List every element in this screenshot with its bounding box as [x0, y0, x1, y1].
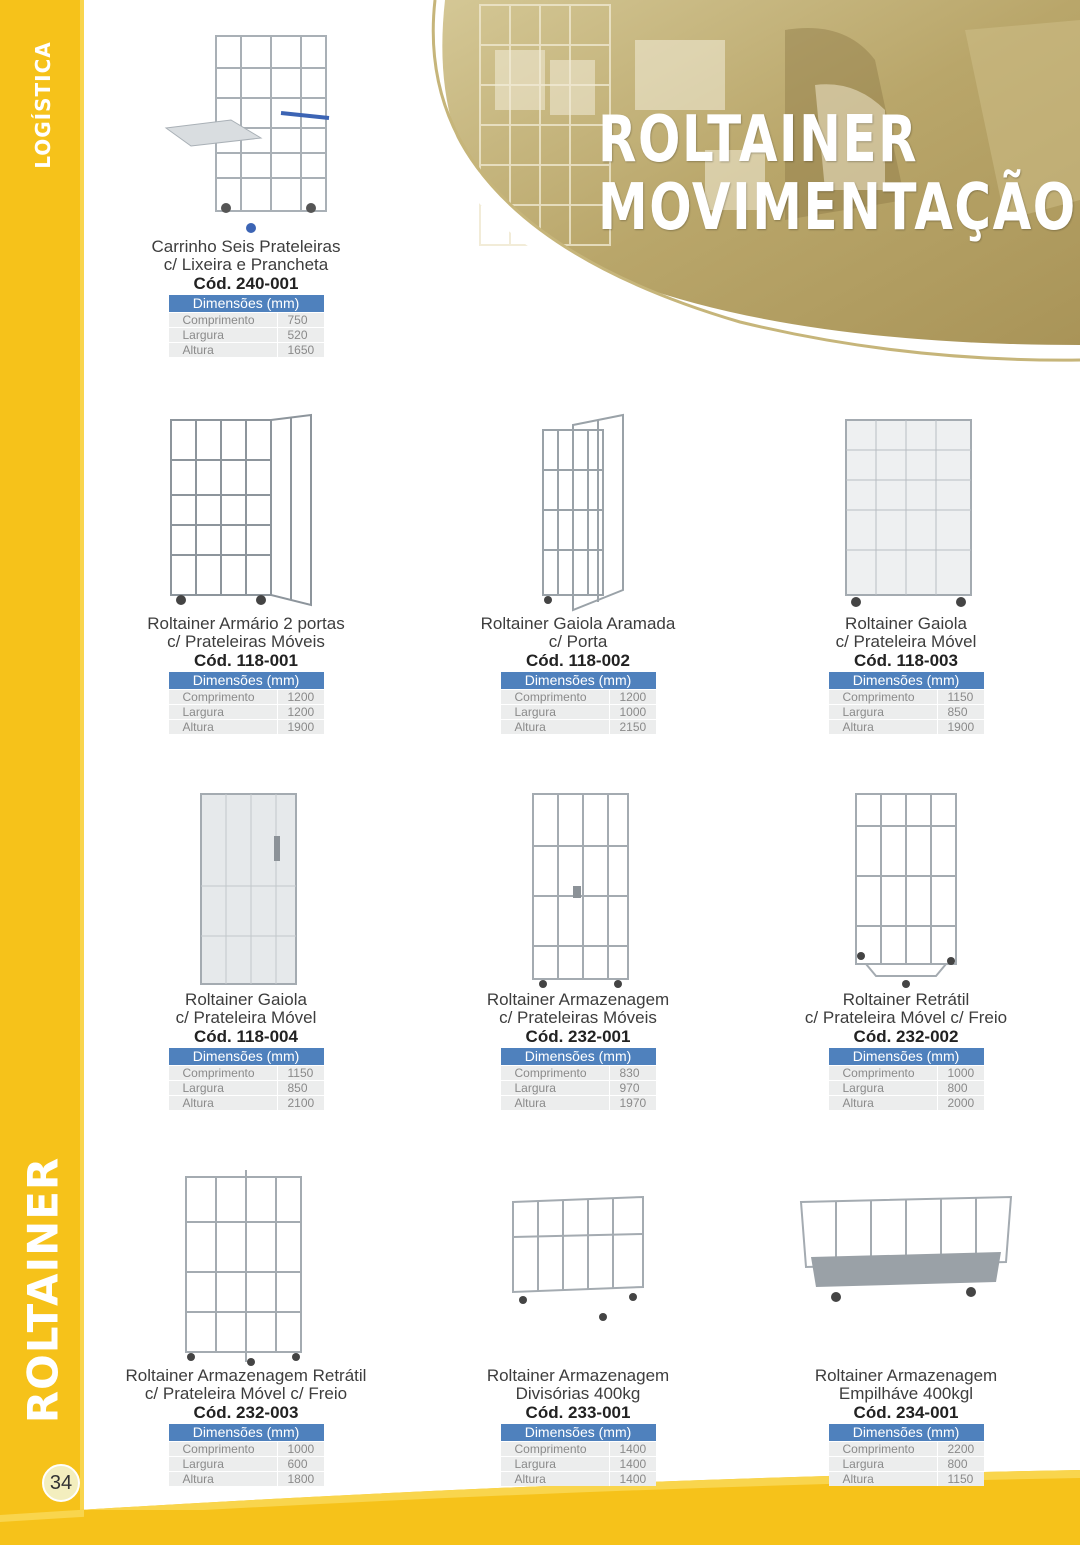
table-row: Largura 850: [829, 704, 984, 719]
table-row: Altura 1900: [829, 719, 984, 734]
product-name: Carrinho Seis Prateleiras: [151, 237, 341, 256]
dimensions-table: [501, 1048, 656, 1110]
product-image: [503, 1162, 653, 1367]
product-name: Roltainer Armazenagem: [486, 990, 670, 1009]
product-name: Roltainer Gaiola: [185, 990, 307, 1009]
table-row: Comprimento 1150: [829, 689, 984, 704]
table-row: Comprimento 830: [501, 1065, 656, 1080]
product-subtitle: Divisórias 400kg: [515, 1384, 641, 1403]
product-subtitle: c/ Porta: [548, 632, 608, 651]
product-card[interactable]: [418, 1162, 738, 1486]
dimensions-header: Dimensões (mm): [169, 1424, 324, 1441]
table-row: Largura 800: [829, 1456, 984, 1471]
table-row: Comprimento 1000: [169, 1441, 324, 1456]
product-subtitle: c/ Prateleira Móvel: [835, 632, 977, 651]
product-code: Cód. 233-001: [525, 1403, 631, 1422]
dimensions-table: [169, 1048, 324, 1110]
product-name: Roltainer Armazenagem: [814, 1366, 998, 1385]
table-row: Comprimento 750: [169, 312, 324, 327]
product-image: [161, 28, 331, 238]
dimensions-table: [829, 1424, 984, 1486]
product-card[interactable]: [418, 786, 738, 1110]
product-name: Roltainer Gaiola Aramada: [480, 614, 676, 633]
side-band-edge: [80, 0, 84, 1545]
product-image: [518, 410, 638, 615]
dimensions-header: Dimensões (mm): [169, 1048, 324, 1065]
table-row: Largura 970: [501, 1080, 656, 1095]
product-card[interactable]: [746, 1162, 1066, 1486]
dimensions-header: Dimensões (mm): [829, 1048, 984, 1065]
product-subtitle: c/ Prateleira Móvel c/ Freio: [804, 1008, 1008, 1027]
table-row: Altura 1400: [501, 1471, 656, 1486]
product-image: [846, 786, 966, 991]
product-code: Cód. 232-002: [853, 1027, 959, 1046]
dimensions-header: Dimensões (mm): [829, 672, 984, 689]
product-code: Cód. 234-001: [853, 1403, 959, 1422]
product-subtitle: c/ Prateleira Móvel c/ Freio: [144, 1384, 348, 1403]
product-code: Cód. 232-003: [193, 1403, 299, 1422]
side-section-label: LOGÍSTICA: [31, 41, 55, 169]
dimensions-header: Dimensões (mm): [501, 672, 656, 689]
product-subtitle: c/ Lixeira e Prancheta: [163, 255, 329, 274]
dimensions-table: [501, 1424, 656, 1486]
product-code: Cód. 118-004: [194, 1027, 298, 1046]
dimensions-header: Dimensões (mm): [501, 1048, 656, 1065]
product-image: [186, 786, 306, 991]
product-image: [796, 1162, 1016, 1367]
product-code: Cód. 240-001: [193, 274, 299, 293]
product-subtitle: Empilháve 400kgl: [838, 1384, 974, 1403]
page-number: 34: [42, 1464, 80, 1502]
product-code: Cód. 118-002: [526, 651, 630, 670]
table-row: Largura 1000: [501, 704, 656, 719]
table-row: Altura 1970: [501, 1095, 656, 1110]
product-subtitle: c/ Prateleiras Móveis: [167, 632, 325, 651]
product-card[interactable]: [418, 410, 738, 734]
product-name: Roltainer Retrátil: [842, 990, 970, 1009]
table-row: Altura 2000: [829, 1095, 984, 1110]
table-row: Altura 1150: [829, 1471, 984, 1486]
product-card[interactable]: [86, 28, 406, 357]
product-code: Cód. 232-001: [525, 1027, 631, 1046]
dimensions-table: [501, 672, 656, 734]
header-title: ROLTAINER MOVIMENTAÇÃO: [598, 103, 1077, 245]
dimensions-table: [169, 1424, 324, 1486]
dimensions-table: [169, 295, 324, 357]
table-row: Largura 850: [169, 1080, 324, 1095]
product-name: Roltainer Armazenagem Retrátil: [125, 1366, 367, 1385]
product-code: Cód. 118-001: [194, 651, 298, 670]
product-image: [161, 410, 331, 615]
table-row: Largura 600: [169, 1456, 324, 1471]
table-row: Comprimento 1400: [501, 1441, 656, 1456]
dimensions-header: Dimensões (mm): [169, 295, 324, 312]
table-row: Comprimento 1000: [829, 1065, 984, 1080]
dimensions-table: [829, 1048, 984, 1110]
product-code: Cód. 118-003: [854, 651, 958, 670]
table-row: Comprimento 2200: [829, 1441, 984, 1456]
dimensions-table: [169, 672, 324, 734]
product-card[interactable]: [86, 1162, 406, 1486]
product-name: Roltainer Armazenagem: [486, 1366, 670, 1385]
product-image: [176, 1162, 316, 1367]
table-row: Altura 1650: [169, 342, 324, 357]
table-row: Largura 1200: [169, 704, 324, 719]
product-image: [831, 410, 981, 615]
table-row: Largura 520: [169, 327, 324, 342]
product-subtitle: c/ Prateleira Móvel: [175, 1008, 317, 1027]
dimensions-header: Dimensões (mm): [169, 672, 324, 689]
table-row: Altura 2150: [501, 719, 656, 734]
dimensions-header: Dimensões (mm): [501, 1424, 656, 1441]
product-name: Roltainer Gaiola: [845, 614, 967, 633]
product-card[interactable]: [746, 410, 1066, 734]
product-card[interactable]: [86, 786, 406, 1110]
dimensions-header: Dimensões (mm): [829, 1424, 984, 1441]
product-card[interactable]: [86, 410, 406, 734]
table-row: Largura 1400: [501, 1456, 656, 1471]
table-row: Largura 800: [829, 1080, 984, 1095]
product-name: Roltainer Armário 2 portas: [147, 614, 345, 633]
table-row: Comprimento 1150: [169, 1065, 324, 1080]
table-row: Comprimento 1200: [169, 689, 324, 704]
table-row: Comprimento 1200: [501, 689, 656, 704]
table-row: Altura 2100: [169, 1095, 324, 1110]
product-image: [518, 786, 638, 991]
table-row: Altura 1800: [169, 1471, 324, 1486]
table-row: Altura 1900: [169, 719, 324, 734]
product-subtitle: c/ Prateleiras Móveis: [499, 1008, 657, 1027]
dimensions-table: [829, 672, 984, 734]
product-card[interactable]: [746, 786, 1066, 1110]
side-category-label: ROLTAINER: [18, 1156, 68, 1424]
